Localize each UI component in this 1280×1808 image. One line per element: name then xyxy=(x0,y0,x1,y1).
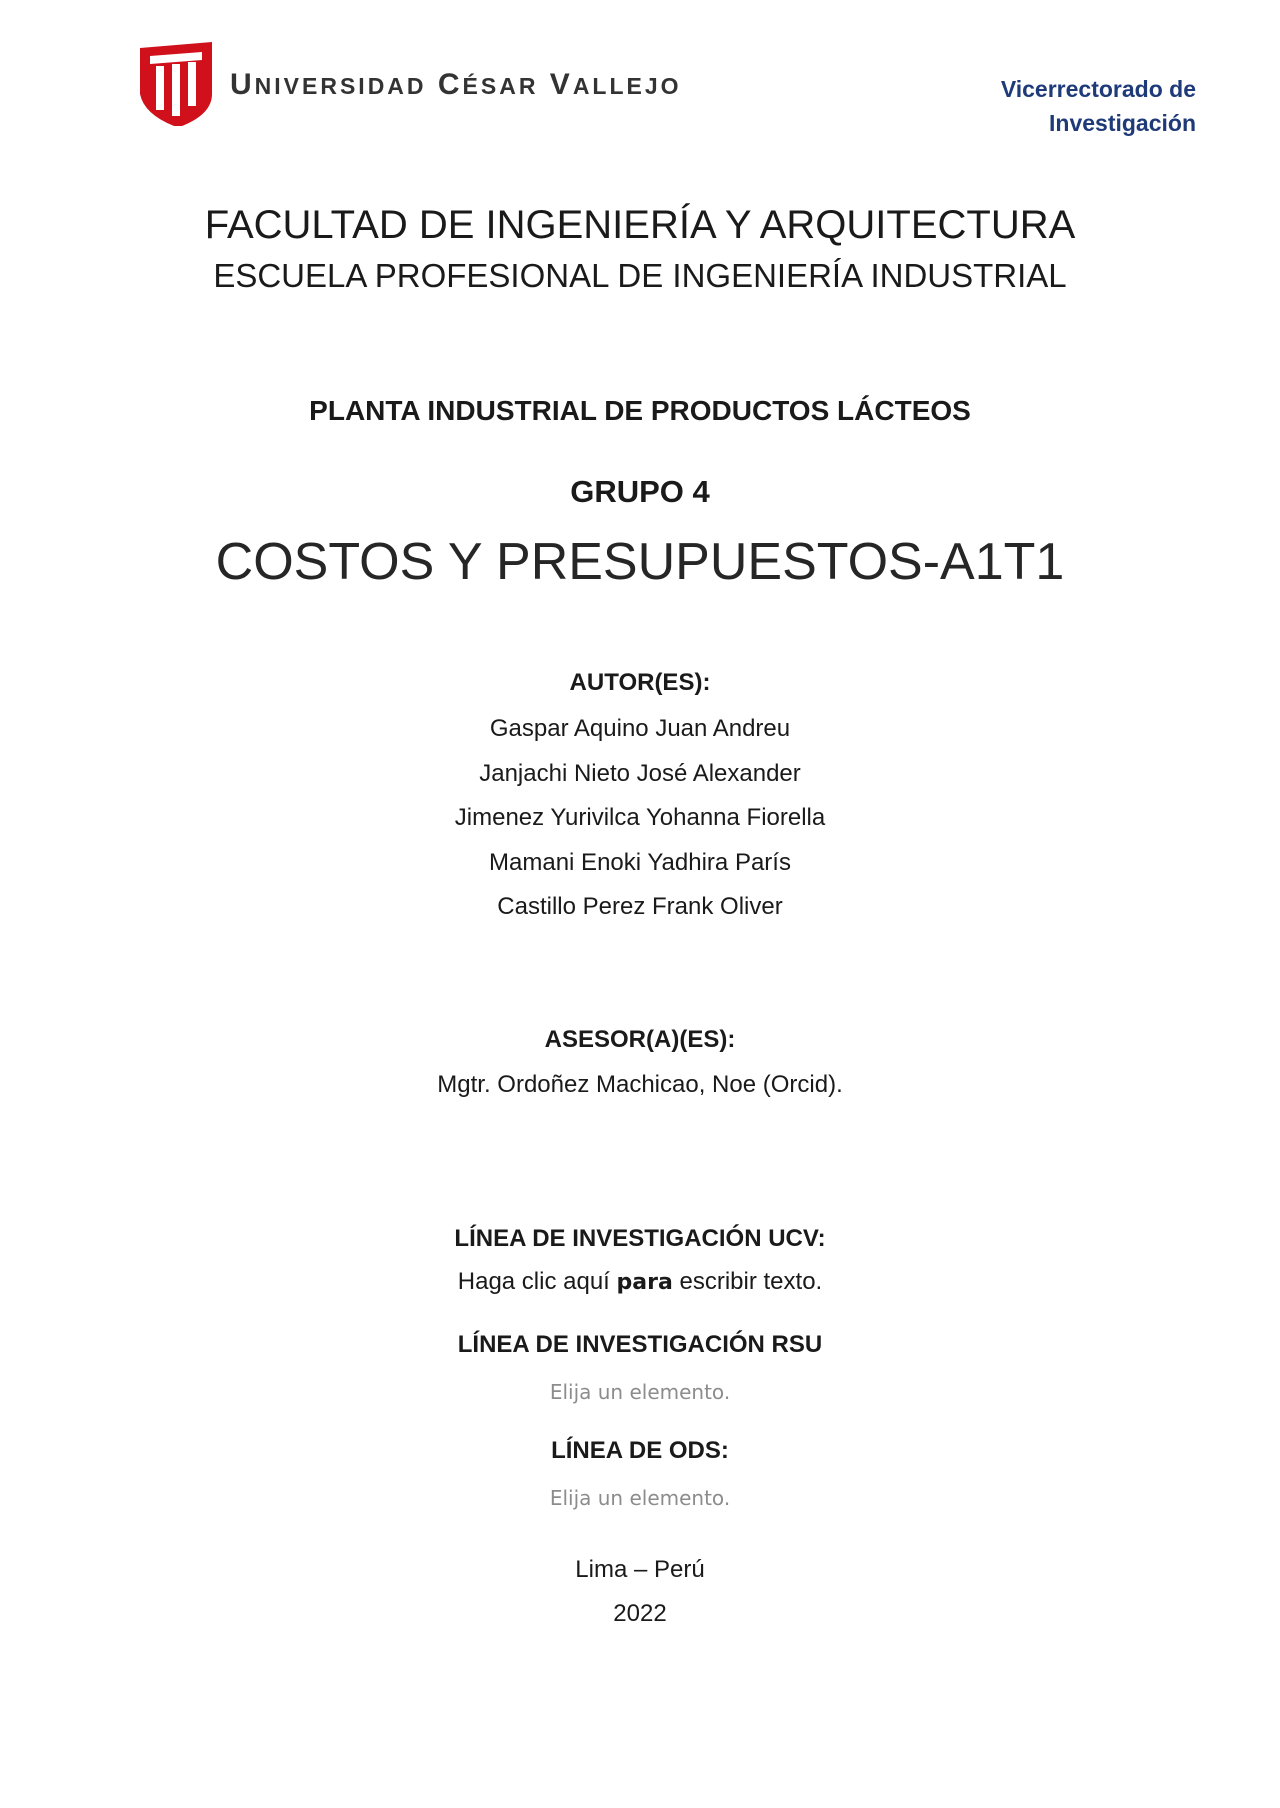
field-text-after: escribir texto. xyxy=(672,1268,823,1295)
faculty-title: FACULTAD DE INGENIERÍA Y ARQUITECTURA xyxy=(204,203,1076,247)
header xyxy=(0,0,1280,160)
ods-line-dropdown[interactable]: Elija un elemento. xyxy=(549,1486,731,1510)
research-line-ucv-heading: LÍNEA DE INVESTIGACIÓN UCV: xyxy=(454,1225,826,1252)
authors-heading: AUTOR(ES): xyxy=(569,669,711,696)
author-name: Janjachi Nieto José Alexander xyxy=(479,760,801,787)
vicerrectorado-line-1: Vicerrectorado de xyxy=(1000,76,1196,102)
advisors-heading: ASESOR(A)(ES): xyxy=(544,1026,736,1053)
author-name: Jimenez Yurivilca Yohanna Fiorella xyxy=(454,804,826,831)
research-line-ucv-field[interactable] xyxy=(0,1268,1280,1296)
ods-line-heading: LÍNEA DE ODS: xyxy=(551,1437,729,1464)
vicerrectorado-line-2: Investigación xyxy=(1049,110,1196,136)
ucv-logo xyxy=(140,42,212,126)
author-name: Mamani Enoki Yadhira París xyxy=(489,849,791,876)
school-title: ESCUELA PROFESIONAL DE INGENIERÍA INDUSTRIAL xyxy=(213,257,1067,294)
location: Lima – Perú xyxy=(575,1556,705,1583)
course-title: COSTOS Y PRESUPUESTOS-A1T1 xyxy=(215,533,1065,591)
research-line-rsu-dropdown[interactable]: Elija un elemento. xyxy=(549,1380,731,1404)
university-name: UNIVERSIDAD CÉSAR VALLEJO xyxy=(230,68,682,101)
project-title: PLANTA INDUSTRIAL DE PRODUCTOS LÁCTEOS xyxy=(309,395,971,426)
vicerrectorado-label xyxy=(1001,72,1196,140)
group-label: GRUPO 4 xyxy=(570,474,710,509)
author-name: Castillo Perez Frank Oliver xyxy=(497,893,783,920)
field-text-bold: para xyxy=(616,1270,673,1295)
field-text-before: Haga clic aquí xyxy=(457,1268,617,1295)
advisor-name: Mgtr. Ordoñez Machicao, Noe (Orcid). xyxy=(437,1071,843,1098)
year: 2022 xyxy=(613,1600,667,1627)
research-line-rsu-heading: LÍNEA DE INVESTIGACIÓN RSU xyxy=(457,1331,823,1358)
author-name: Gaspar Aquino Juan Andreu xyxy=(489,715,791,742)
